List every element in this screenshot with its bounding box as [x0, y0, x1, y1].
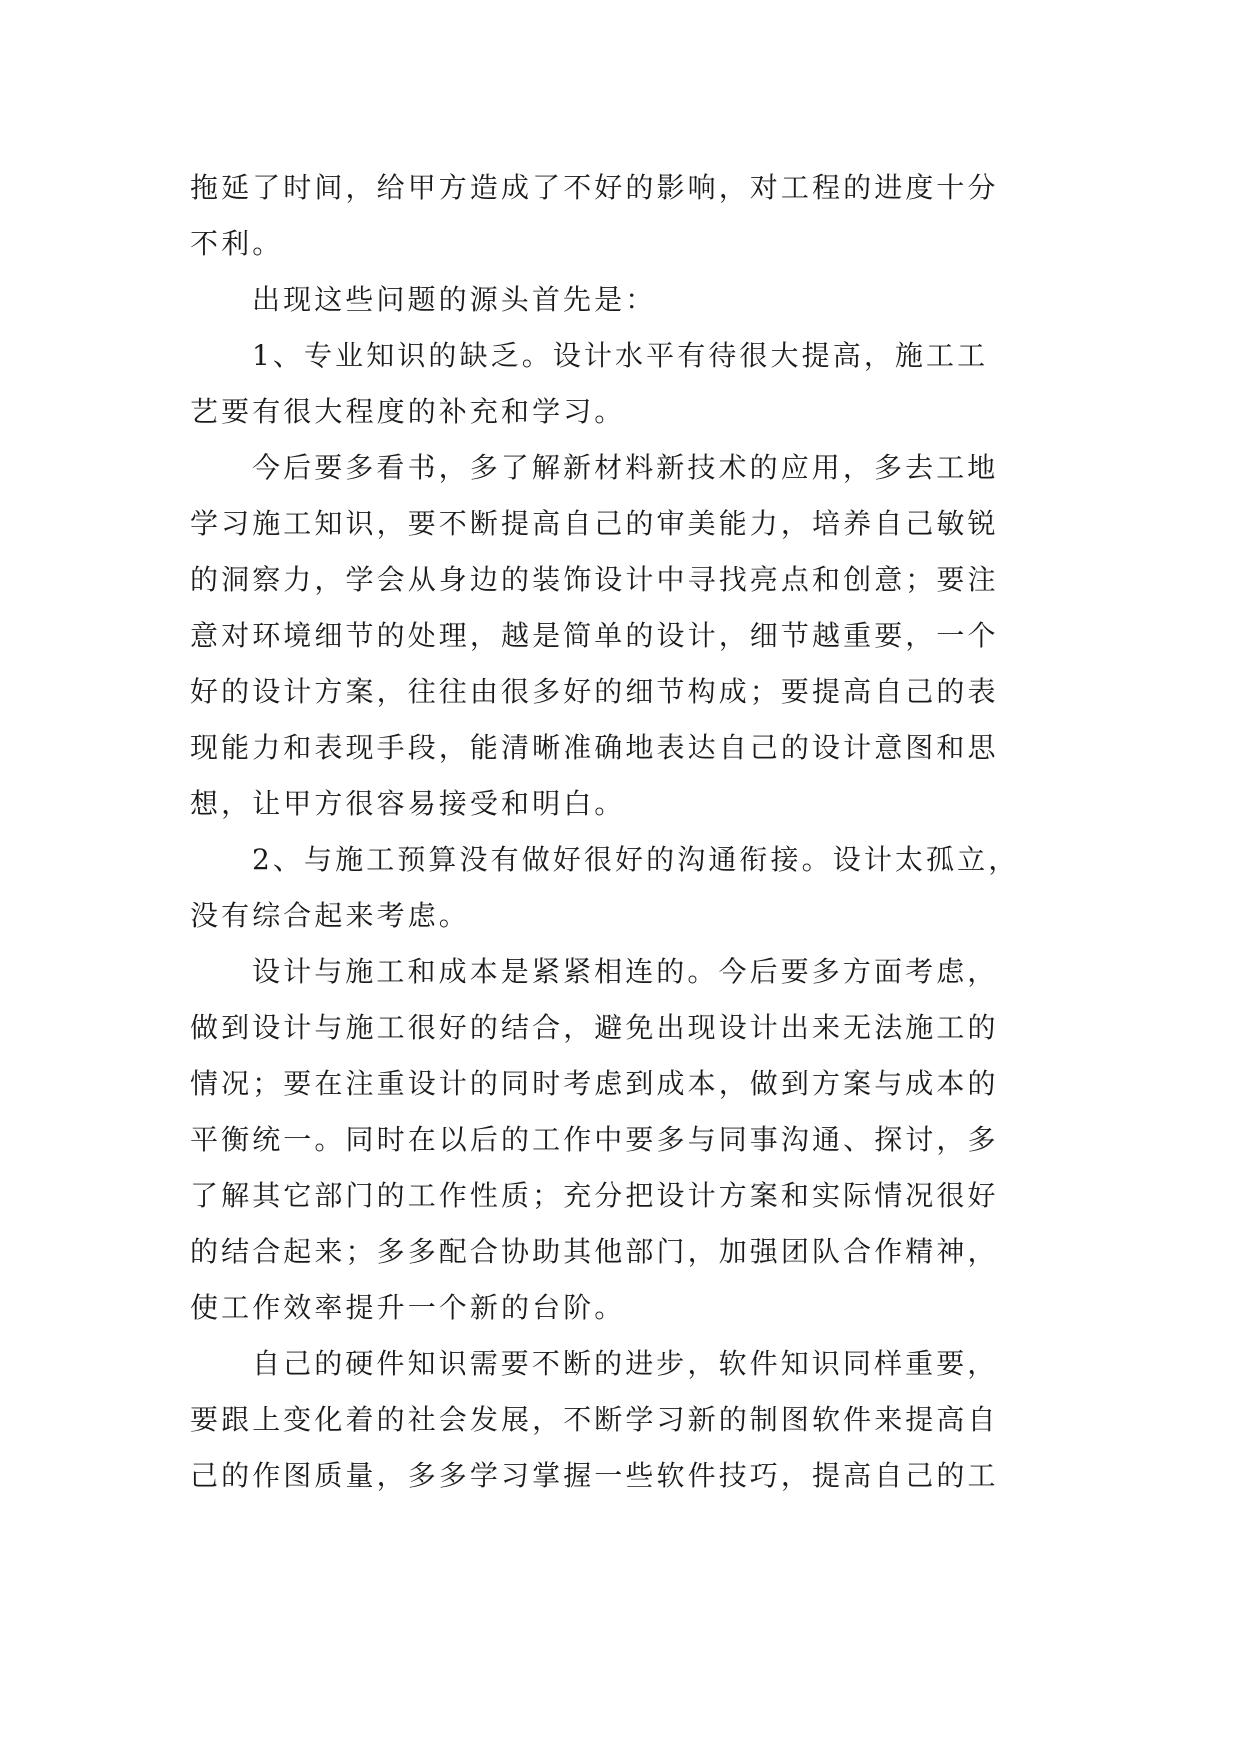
text-line: 1、专业知识的缺乏。设计水平有待很大提高，施工工: [252, 339, 989, 372]
text-line: 拖延了时间，给甲方造成了不好的影响，对工程的进度十分: [190, 171, 999, 204]
text-line: 做到设计与施工很好的结合，避免出现设计出来无法施工的: [190, 1011, 999, 1044]
paragraph-6: [190, 944, 1051, 1336]
paragraph-5: [190, 832, 1051, 944]
text-line: 艺要有很大程度的补充和学习。: [190, 395, 626, 428]
text-line: 好的设计方案，往往由很多好的细节构成；要提高自己的表: [190, 675, 999, 708]
text-line: 出现这些问题的源头首先是：: [252, 283, 657, 316]
paragraph-3: [190, 328, 1051, 440]
text-line: 自己的硬件知识需要不断的进步，软件知识同样重要，: [252, 1347, 999, 1380]
text-line: 了解其它部门的工作性质；充分把设计方案和实际情况很好: [190, 1179, 999, 1212]
text-line: 的结合起来；多多配合协助其他部门，加强团队合作精神，: [190, 1235, 999, 1268]
text-line: 意对环境细节的处理，越是简单的设计，细节越重要，一个: [190, 619, 999, 652]
text-line: 要跟上变化着的社会发展，不断学习新的制图软件来提高自: [190, 1403, 999, 1436]
text-line: 平衡统一。同时在以后的工作中要多与同事沟通、探讨，多: [190, 1123, 999, 1156]
text-line: 情况；要在注重设计的同时考虑到成本，做到方案与成本的: [190, 1067, 999, 1100]
text-line: 不利。: [190, 227, 284, 260]
document-page: [190, 160, 1051, 1504]
text-line: 的洞察力，学会从身边的装饰设计中寻找亮点和创意；要注: [190, 563, 999, 596]
text-line: 没有综合起来考虑。: [190, 899, 470, 932]
text-line: 今后要多看书，多了解新材料新技术的应用，多去工地: [252, 451, 999, 484]
text-line: 想，让甲方很容易接受和明白。: [190, 787, 626, 820]
text-line: 使工作效率提升一个新的台阶。: [190, 1291, 626, 1324]
text-line: 己的作图质量，多多学习掌握一些软件技巧，提高自己的工: [190, 1459, 999, 1492]
text-line: 现能力和表现手段，能清晰准确地表达自己的设计意图和思: [190, 731, 999, 764]
paragraph-1: [190, 160, 1051, 272]
text-line: 学习施工知识，要不断提高自己的审美能力，培养自己敏锐: [190, 507, 999, 540]
paragraph-4: [190, 440, 1051, 832]
text-line: 设计与施工和成本是紧紧相连的。今后要多方面考虑，: [252, 955, 999, 988]
paragraph-7: [190, 1336, 1051, 1504]
paragraph-2: [190, 272, 1051, 328]
text-line: 2、与施工预算没有做好很好的沟通衔接。设计太孤立，: [252, 843, 1020, 876]
